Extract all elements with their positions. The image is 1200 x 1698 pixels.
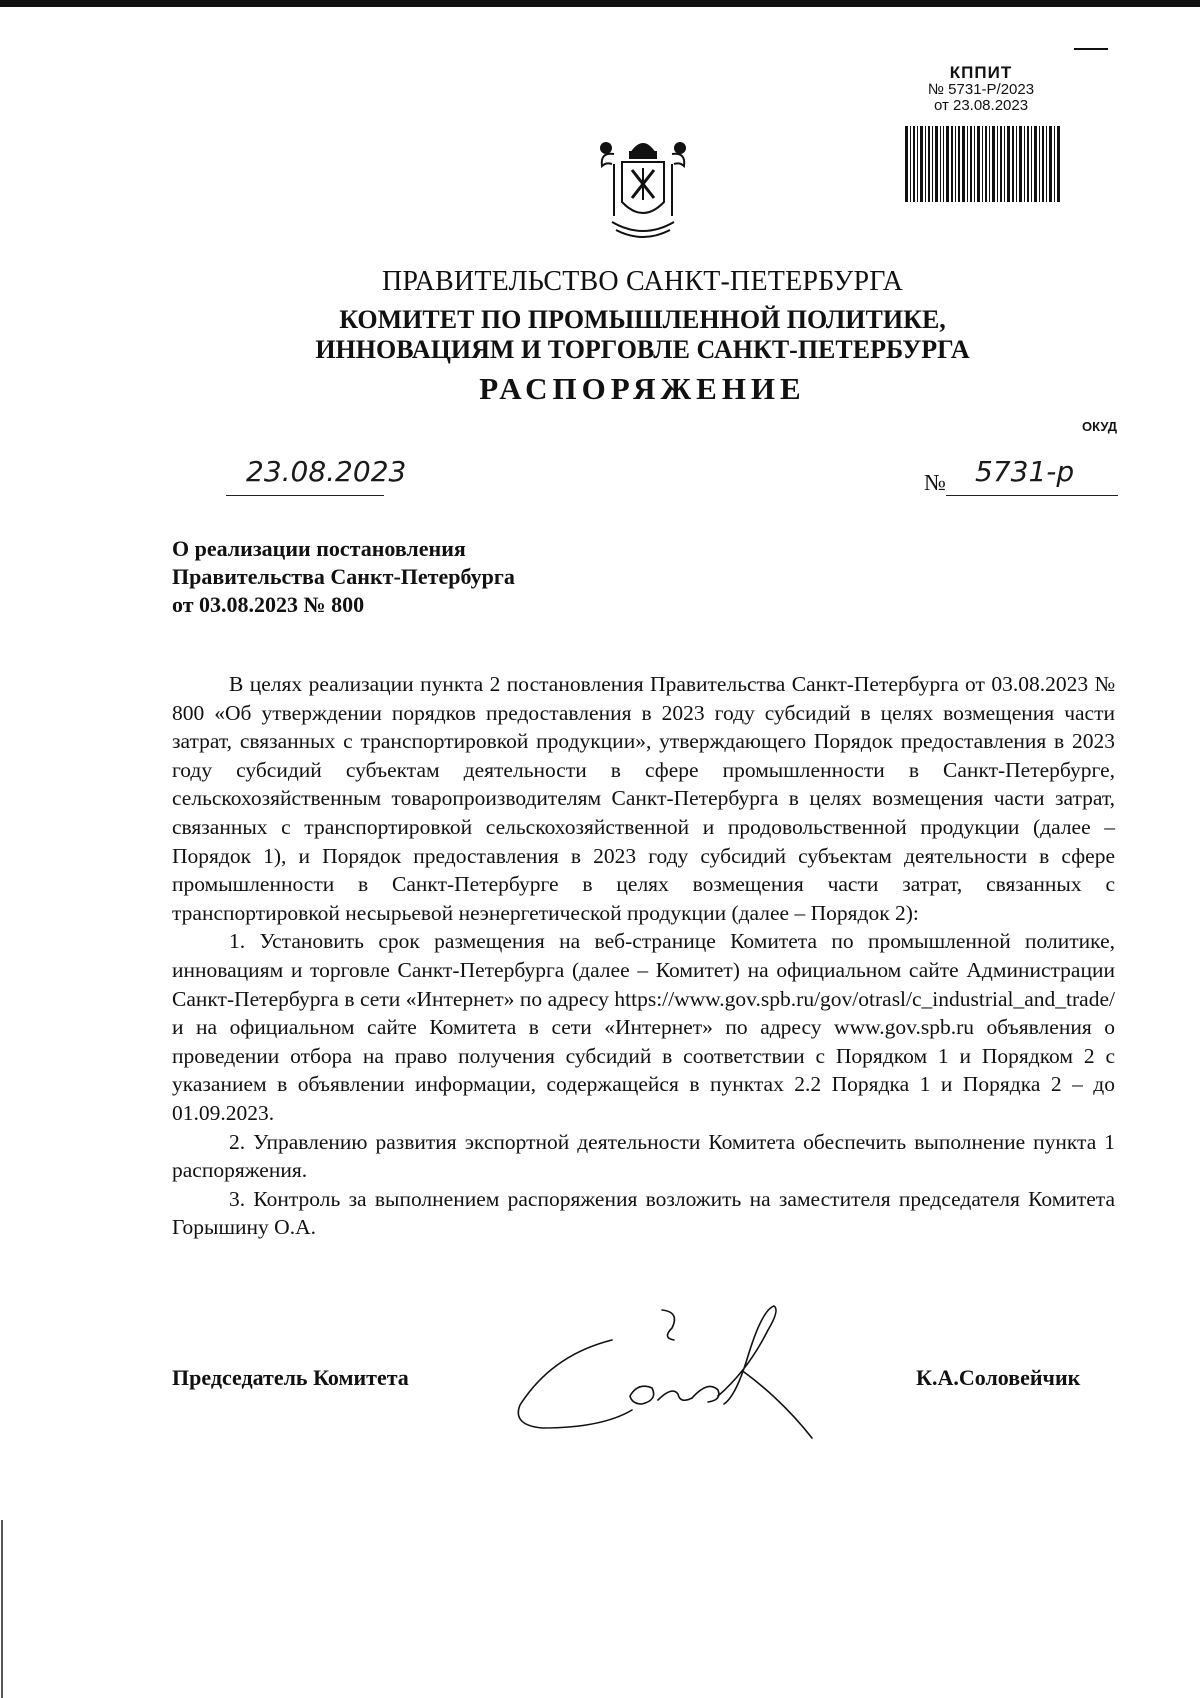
item-3-paragraph: 3. Контроль за выполнением распоряжения возложить на заместителя председателя Комитета Горышину О.А. [172, 1186, 1115, 1240]
committee-name-line2: ИННОВАЦИЯМ И ТОРГОВЛЕ САНКТ-ПЕТЕРБУРГА [315, 335, 970, 364]
coat-of-arms-emblem [592, 132, 694, 244]
subject-line3: от 03.08.2023 № 800 [172, 592, 365, 617]
item-1-paragraph: 1. Установить срок размещения на веб-странице Комитета по промышленной политике, инновациям и торговле Санкт-Петербурга (далее – Комитет) на официальном сайте Администрации Санкт-Петербурга в сети «Интернет» по адресу https://www.gov.spb.ru/gov/otrasl/c_industrial_and_trade/ и на официальном сайте Комитета в сети «Интернет» по адресу www.gov.spb.ru объявления о проведении отбора на право получения субсидий в соответствии с Порядком 1 и Порядком 2 с указанием в объявлении информации, содержащейся в пунктах 2.2 Порядка 1 и Порядка 2 – до 01.09.2023. [172, 929, 1115, 1125]
government-name: ПРАВИТЕЛЬСТВО САНКТ-ПЕТЕРБУРГА [382, 266, 903, 297]
order-date: 23.08.2023 [246, 455, 407, 488]
subject-line1: О реализации постановления [172, 536, 466, 561]
document-body [172, 670, 1115, 1242]
subject-line2: Правительства Санкт-Петербурга [172, 564, 515, 589]
number-sign: № [924, 470, 946, 495]
committee-name-line1: КОМИТЕТ ПО ПРОМЫШЛЕННОЙ ПОЛИТИКЕ, [339, 305, 946, 334]
stamp-org: КППИТ [949, 63, 1013, 82]
barcode [905, 126, 1061, 202]
document-type: РАСПОРЯЖЕНИЕ [479, 371, 806, 406]
number-underline [946, 495, 1118, 496]
scan-mark [1074, 48, 1108, 50]
signatory-title: Председатель Комитета [172, 1365, 409, 1390]
document-subject [172, 535, 515, 619]
preamble-paragraph: В целях реализации пункта 2 постановления Правительства Санкт-Петербурга от 03.08.2023 № 800 «Об утверждении порядков предоставления в 2023 году субсидий в целях возмещения части затрат, связанных с транспортировкой продукции», утверждающего Порядок предоставления в 2023 году субсидий субъектам деятельности в сфере промышленности в Санкт-Петербурге, сельскохозяйственным товаропроизводителям Санкт-Петербурга в целях возмещения части затрат, связанных с транспортировкой сельскохозяйственной и продовольственной продукции (далее – Порядок 1), и Порядок предоставления в 2023 году субсидий субъектам деятельности в сфере промышленности в Санкт-Петербурге в целях возмещения части затрат, связанных с транспортировкой несырьевой неэнергетической продукции (далее – Порядок 2): [172, 672, 1115, 925]
scan-margin-mark [1, 1520, 3, 1698]
stamp-number: № 5731-Р/2023 [927, 81, 1035, 98]
registration-stamp [900, 64, 1062, 114]
signatory-name: К.А.Соловейчик [916, 1365, 1081, 1390]
handwritten-signature [512, 1300, 842, 1440]
stamp-date: от 23.08.2023 [933, 97, 1029, 114]
date-underline [226, 495, 384, 496]
okud-label: ОКУД [1082, 419, 1118, 434]
order-number: 5731-р [975, 455, 1075, 488]
scan-top-edge [0, 0, 1200, 7]
item-2-paragraph: 2. Управлению развития экспортной деятельности Комитета обеспечить выполнение пункта 1 распоряжения. [172, 1129, 1115, 1183]
